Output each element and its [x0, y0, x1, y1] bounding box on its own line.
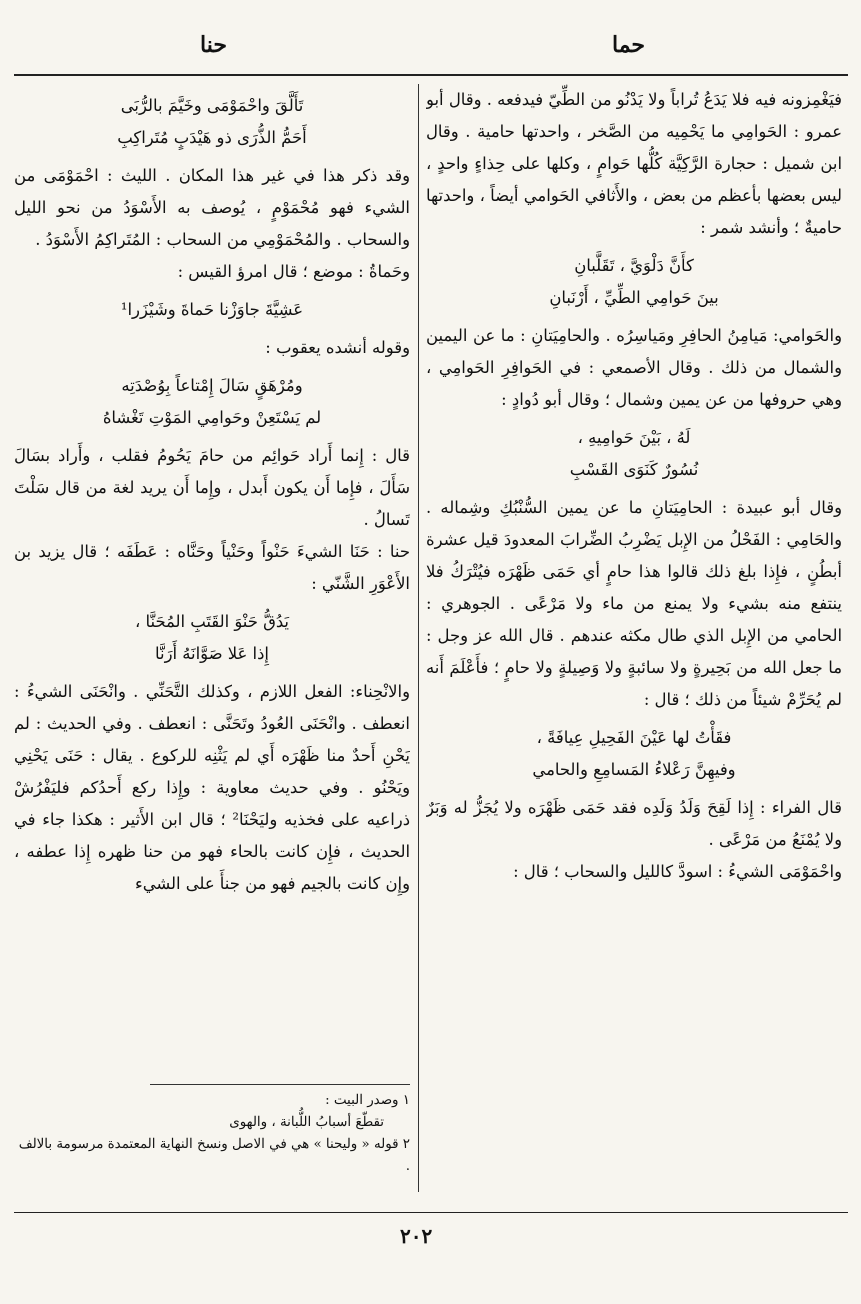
verse — [14, 294, 410, 326]
footer-rule — [14, 1212, 848, 1213]
verse-line: فقَأْتُ لها عَيْنَ الفَحِيلِ عِيافَةً ، — [536, 728, 732, 747]
left-column — [14, 84, 410, 1124]
verse-line: كأَنَّ دَلْوَيَّ ، تَقَلَّبانِ — [574, 256, 694, 275]
header-rule — [14, 74, 848, 76]
verse — [14, 606, 410, 670]
paragraph: قال : إِنما أَراد حَوائِم من حامَ يَحُومُ فقلب ، وأَراد بسَالَ سَأَلَ ، فإِما أَن يكون أَبدل ، وإِما أَن يريد لغة من قال سَلْتَ تَسالُ . — [14, 446, 410, 529]
column-divider — [418, 84, 419, 1192]
paragraph: وحَماةُ : موضع ؛ قال امرؤ القيس : — [177, 262, 410, 281]
verse-line: بينَ حَوامِي الطِّيِّ ، أَرْنَبانِ — [549, 288, 719, 307]
paragraph: فيَغْمِزونه فيه فلا يَدَعُ تُراباً ولا يَدْنُو من الطِّيّ فيدفعه . وقال أبو عمرو : الحَوامِي ما يَحْمِيه من الصَّخر ، واحدتها حامية . وقال ابن شميل : حجارة الرَّكِيَّة كُلُّها حَوامٍ ، وكلها على حِذاءٍ واحدٍ ، ليس بعضها بأعظم من بعض ، والأَثافي الحَوامي أيضاً ، واحدتها حاميةٌ ؛ وأنشد شمر : — [426, 90, 842, 237]
paragraph: وقوله أنشده يعقوب : — [265, 338, 410, 357]
verse — [14, 370, 410, 434]
right-column — [426, 84, 842, 1206]
footnote-rule — [150, 1084, 410, 1085]
verse — [426, 250, 842, 314]
verse-line: يَدُقُّ حَنْوَ القَتَبِ المُحَنَّا ، — [135, 612, 289, 631]
running-header-right: حما — [612, 32, 646, 58]
footnote-2: ٢ قوله « وليحنا » هي في الاصل ونسخ النهاية المعتمدة مرسومة بالالف . — [18, 1137, 410, 1174]
paragraph: وقد ذكر هذا في غير هذا المكان . الليث : احْمَوْمَى من الشيء فهو مُحْمَوْمٍ ، يُوصف به الأَسْوَدُ من نحو الليل والسحاب . والمُحْمَوْمِي من السحاب : المُتَراكِمُ الأَسْوَدُ . — [14, 166, 410, 249]
paragraph: وقال أبو عبيدة : الحامِيَتانِ ما عن يمين السُّنْبُكِ وشِماله . والحَامِي : الفَحْلُ من الإِبل يَضْرِبُ الضِّرابَ المعدودَ قيل عشرة أبطُنٍ ، فإِذا بلغ ذلك قالوا هذا حامٍ أي حَمَى ظَهْرَه فيُتْرَكُ فلا ينتفع منه بشيء ولا يمنع من ماء ولا مَرْعًى . الجوهري : الحامي من الإِبل الذي طال مكثه عندهم . قال الله عز وجل : ما جعل الله من بَحِيرةٍ ولا سائبةٍ ولا وَصِيلةٍ ولا حامٍ ؛ فأَعْلَمَ أَنه لم يُحَرِّمْ شيئاً من ذلك ؛ قال : — [426, 498, 842, 709]
footnote-1-label: ١ وصدر البيت : — [325, 1093, 410, 1108]
verse-line: نُسُورٌ كَنَوَى القَسْبِ — [569, 460, 699, 479]
verse-line: لَهُ ، بَيْنَ حَوامِيهِ ، — [577, 428, 691, 447]
paragraph: واحْمَوْمَى الشيءُ : اسودَّ كالليل والسحاب ؛ قال : — [513, 862, 842, 881]
paragraph: والحَوامي: مَيامِنُ الحافِرِ ومَياسِرُه . والحامِيَتانِ : ما عن اليمين والشمال من ذلك . وقال الأصمعي : في الحَوافِرِ الحَوامِي ، وهي حروفها من عن يمين وشمال ؛ وقال أبو دُوادٍ : — [426, 326, 842, 409]
verse-line: لم يَسْتَعِنْ وحَوامِي المَوْتِ تَغْشاهُ — [102, 408, 322, 427]
verse-line: وفيهِنَّ رَعْلاءُ المَسامِعِ والحامي — [532, 760, 736, 779]
verse-line: عَشِيَّةَ جاوَزْنا حَماةَ وشَيْزَرا¹ — [120, 300, 304, 319]
footnote-1-verse: تقطّعَ أسبابُ اللُّبانة ، والهوى — [229, 1115, 384, 1130]
page-number: ٢٠٢ — [400, 1224, 433, 1248]
verse-line: إِذا عَلا صَوَّانَهُ أَرَنَّا — [155, 644, 269, 663]
verse-line: أَحَمُّ الذُّرَى ذو هَيْدَبٍ مُتَراكِبِ — [117, 128, 307, 147]
paragraph: والانْحِناء: الفعل اللازم ، وكذلك التَّحَنِّي . وانْحَنَى الشيءُ : انعطف . وانْحَنَى العُودُ وتَحَنَّى : انعطف . وفي الحديث : لم يَحْنِ أَحدٌ منا ظَهْرَه أَي لم يَثْنِه للركوع . يقال : حَنَى يَحْنِي ويَحْنُو . وفي حديث معاوية : وإِذا ركع أَحدُكم فليَفْرُشْ ذراعيه على فخذيه وليَحْنَا² ؛ قال ابن الأَثير : هكذا جاء في الحديث ، فإِن كانت بالحاء فهو من حنا ظهره إِذا عطفه ، وإِن كانت بالجيم فهو من جنأَ على الشيء — [14, 682, 410, 893]
entry-paragraph: حنا : حَنَا الشيءَ حَنْواً وحَنْياً وحَنَّاه : عَطَفَه ؛ قال يزيد بن الأَعْوَرِ الشَّنّي : — [14, 542, 410, 593]
paragraph: قال الفراء : إِذا لَقِحَ وَلَدُ وَلَدِه فقد حَمَى ظَهْرَه ولا يُجَزُّ له وَبَرٌ ولا يُمْنَعُ من مَرْعًى . — [426, 798, 842, 849]
running-header-left: حنا — [200, 32, 227, 58]
verse — [426, 422, 842, 486]
verse-line: ومُرْهَقٍ سَالَ إِمْتاعاً بِوُصْدَتِه — [121, 376, 303, 395]
verse — [426, 722, 842, 786]
footnotes — [14, 1090, 410, 1200]
verse — [14, 90, 410, 154]
verse-line: تَأَلَّقَ واحْمَوْمَى وخَيَّمَ بالرُّبَى — [120, 96, 304, 115]
